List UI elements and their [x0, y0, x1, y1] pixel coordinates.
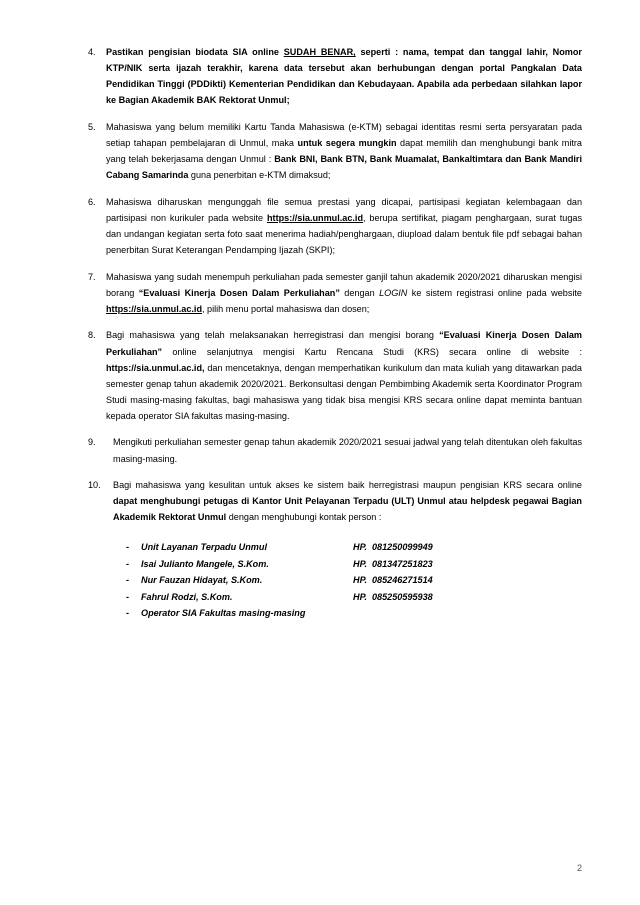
text-segment: Bagi mahasiswa yang kesulitan untuk akses ke sistem baik herregistrasi maupun pengisian KRS secara online	[113, 480, 582, 491]
text-segment: Bank BNI, Bank BTN, Bank Muamalat, Bankaltimtara dan Bank Mandiri Cabang Samarinda	[106, 154, 582, 181]
text-segment: Mengikuti perkuliahan semester genap tahun akademik 2020/2021 sesuai jadwal yang telah ditentukan oleh fakultas masing-masing.	[113, 437, 582, 464]
contact-phone	[353, 556, 433, 572]
contact-bullet: -	[126, 608, 130, 619]
contact-bullet: -	[126, 558, 130, 569]
text-segment: dapat memilih dan menghubungi bank mitra yang telah bekerjasama dengan Unmul :	[106, 137, 582, 165]
list-item-number: 6.	[88, 196, 96, 207]
page-number: 2	[576, 863, 582, 873]
text-segment: online selanjutnya mengisi Kartu Rencana Studi (KRS) secara online di website :	[162, 346, 582, 357]
text-segment: SUDAH BENAR,	[283, 47, 356, 57]
text-segment: Pastikan pengisian biodata SIA online	[106, 47, 284, 57]
contact-bullet: -	[126, 575, 130, 586]
contact-phone-label: HP.	[353, 558, 367, 569]
list-item	[88, 477, 582, 525]
contact-phone-number: 085246271514	[372, 575, 433, 586]
text-segment: guna penerbitan e-KTM dimaksud;	[188, 170, 331, 181]
list-item-text	[106, 269, 582, 317]
contact-phone-number: 085250595938	[372, 591, 433, 602]
list-item	[88, 194, 582, 258]
text-segment: Mahasiswa diharuskan mengunggah file semua prestasi yang dicapai, partisipasi kegiatan kelembagaan dan partisipasi non kurikuler pada website	[106, 196, 582, 223]
list-item-text	[106, 44, 582, 108]
text-segment: , pilih menu portal mahasiswa dan dosen;	[202, 303, 370, 314]
text-segment: dapat menghubungi petugas di Kantor Unit Pelayanan Terpadu (ULT) Unmul atau helpdesk pegawai Bagian Akademik Rektorat Unmul	[113, 496, 582, 523]
text-segment: , berupa sertifikat, piagam penghargaan, surat tugas dan undangan kegiatan serta foto saat menerima hadiah/penghargaan, diupload dalam bentuk file pdf sebagai bahan penerbitan Surat Keterangan Pendamping Ijazah (SKPI);	[106, 212, 582, 256]
contact-row	[126, 572, 582, 588]
list-item	[88, 119, 582, 183]
contact-name: Unit Layanan Terpadu Unmul	[141, 542, 267, 553]
text-segment: https://sia.unmul.ac.id	[267, 212, 363, 223]
text-segment: “Evaluasi Kinerja Dosen Dalam Perkuliahan”	[138, 287, 340, 298]
text-segment: dan mencetaknya, dengan memperhatikan kurikulum dan mata kuliah yang ditawarkan pada semester genap tahun akademik 2020/2021. Berkonsultasi dengan Pembimbing Akademik serta Koordinator Program Studi masing-masing fakultas, bagi mahasiswa yang tidak bisa mengisi KRS secara online dapat meminta bantuan kepada operator SIA fakultas masing-masing.	[106, 362, 582, 421]
list-item-number: 9.	[88, 437, 96, 448]
text-segment: “Evaluasi Kinerja Dosen Dalam Perkuliahan”	[106, 330, 582, 357]
list-item	[88, 269, 582, 317]
contact-phone-label: HP.	[353, 591, 367, 602]
list-item	[88, 327, 582, 424]
contact-name: Operator SIA Fakultas masing-masing	[141, 608, 306, 619]
list-item	[88, 434, 582, 466]
numbered-list	[88, 44, 582, 525]
contact-phone	[353, 605, 358, 621]
text-segment: https://sia.unmul.ac.id,	[106, 362, 205, 373]
contact-phone-label: HP.	[353, 575, 367, 586]
text-segment: dengan	[339, 287, 380, 298]
contact-row	[126, 589, 582, 605]
text-segment: LOGIN	[379, 287, 408, 298]
contact-name: Nur Fauzan Hidayat, S.Kom.	[141, 575, 263, 586]
contact-name: Fahrul Rodzi, S.Kom.	[141, 591, 233, 602]
contact-phone-number: 081347251823	[372, 558, 433, 569]
list-item-number: 5.	[88, 121, 96, 132]
contact-phone-number: 081250099949	[372, 542, 433, 553]
contact-phone-label: HP.	[353, 542, 367, 553]
contact-row	[126, 605, 582, 621]
text-segment: seperti : nama, tempat dan tanggal lahir, Nomor KTP/NIK serta ijazah terakhir, karena data tersebut akan berhubungan dengan portal Pangkalan Data Pendidikan Tinggi (PDDikti) Kementerian Pendidikan dan Kebudayaan. Apabila ada perbedaan silahkan lapor ke Bagian Akademik BAK Rektorat Unmul;	[106, 47, 582, 106]
contact-bullet: -	[126, 591, 130, 602]
list-item-number: 4.	[88, 47, 96, 57]
contact-phone	[353, 572, 433, 588]
text-segment: Mahasiswa yang sudah menempuh perkuliahan pada semester ganjil tahun akademik 2020/2021 diharuskan mengisi borang	[106, 271, 582, 298]
list-item-text	[113, 477, 582, 525]
text-segment: ke sistem registrasi online pada website	[407, 287, 582, 298]
text-segment: Bagi mahasiswa yang telah melaksanakan herregistrasi dan mengisi borang	[106, 330, 440, 341]
contact-name: Isai Julianto Mangele, S.Kom.	[141, 558, 269, 569]
list-item-number: 10.	[88, 480, 101, 491]
contact-bullet: -	[126, 542, 130, 553]
list-item-number: 7.	[88, 271, 96, 282]
list-item-text	[106, 194, 582, 258]
list-item-text	[106, 119, 582, 183]
list-item-text	[106, 327, 582, 424]
contact-person-list	[126, 539, 582, 621]
contact-phone	[353, 589, 433, 605]
text-segment: https://sia.unmul.ac.id	[106, 303, 202, 314]
list-item-number: 8.	[88, 330, 96, 341]
contact-phone	[353, 539, 433, 555]
list-item-text	[113, 434, 582, 466]
contact-row	[126, 539, 582, 555]
text-segment: Mahasiswa yang belum memiliki Kartu Tanda Mahasiswa (e-KTM) sebagai identitas resmi serta persyaratan pada setiap tahapan pembelajaran di Unmul, maka	[106, 121, 582, 148]
list-item	[88, 44, 582, 108]
text-segment: dengan menghubungi kontak person :	[226, 512, 382, 523]
contact-row	[126, 556, 582, 572]
text-segment: untuk segera mungkin	[297, 137, 397, 148]
